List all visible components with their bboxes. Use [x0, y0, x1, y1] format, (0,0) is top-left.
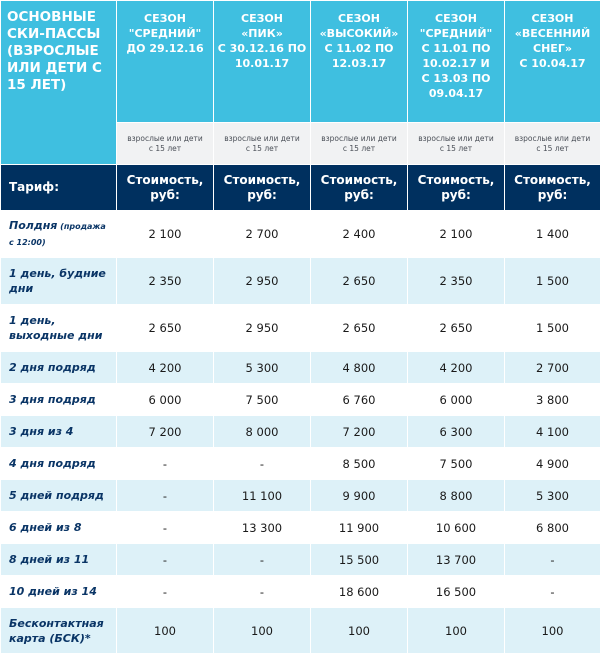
tariff-label: 1 день, выходные дни — [1, 305, 117, 352]
price-cell: 2 950 — [214, 305, 311, 352]
price-cell: - — [214, 448, 311, 480]
price-cell: 100 — [311, 608, 408, 654]
price-cell: 4 100 — [505, 416, 600, 448]
table-row — [1, 258, 600, 305]
price-cell: - — [117, 480, 214, 512]
price-cell: 2 650 — [408, 305, 505, 352]
tariff-label: 5 дней подряд — [1, 480, 117, 512]
price-cell: - — [505, 544, 600, 576]
price-cell: 1 400 — [505, 211, 600, 258]
cost-column-header: Стоимость, руб: — [214, 165, 311, 211]
price-cell: 13 300 — [214, 512, 311, 544]
price-cell: 10 600 — [408, 512, 505, 544]
cost-column-header: Стоимость, руб: — [505, 165, 600, 211]
price-cell: 100 — [214, 608, 311, 654]
price-cell: 2 700 — [214, 211, 311, 258]
season-header-medium-early: СЕЗОН "СРЕДНИЙ" ДО 29.12.16 — [117, 1, 214, 123]
price-cell: 2 350 — [408, 258, 505, 305]
tariff-label: Бесконтактная карта (БСК)* — [1, 608, 117, 654]
price-cell: 2 950 — [214, 258, 311, 305]
audience-note: взрослые или дети с 15 лет — [311, 123, 408, 165]
price-cell: 1 500 — [505, 305, 600, 352]
price-cell: - — [505, 576, 600, 608]
audience-note: взрослые или дети с 15 лет — [117, 123, 214, 165]
table-row — [1, 384, 600, 416]
price-cell: 2 400 — [311, 211, 408, 258]
tariff-column-header: Тариф: — [1, 165, 117, 211]
price-cell: 4 200 — [117, 352, 214, 384]
price-cell: 3 800 — [505, 384, 600, 416]
price-cell: 7 200 — [311, 416, 408, 448]
tariff-label: 3 дня подряд — [1, 384, 117, 416]
price-cell: 8 800 — [408, 480, 505, 512]
price-cell: 2 100 — [408, 211, 505, 258]
price-cell: 1 500 — [505, 258, 600, 305]
tariff-label: 4 дня подряд — [1, 448, 117, 480]
price-cell: - — [117, 576, 214, 608]
price-cell: 6 300 — [408, 416, 505, 448]
table-row — [1, 544, 600, 576]
season-header-spring-snow: СЕЗОН «ВЕСЕННИЙ СНЕГ» С 10.04.17 — [505, 1, 600, 123]
price-cell: - — [214, 576, 311, 608]
price-cell: 2 350 — [117, 258, 214, 305]
season-header-medium-late: СЕЗОН "СРЕДНИЙ" С 11.01 ПО 10.02.17 И С 13.03 ПО 09.04.17 — [408, 1, 505, 123]
price-cell: 13 700 — [408, 544, 505, 576]
price-cell: 5 300 — [505, 480, 600, 512]
table-row — [1, 576, 600, 608]
price-cell: 2 650 — [117, 305, 214, 352]
price-cell: 7 200 — [117, 416, 214, 448]
price-cell: 100 — [505, 608, 600, 654]
cost-column-header: Стоимость, руб: — [117, 165, 214, 211]
price-cell: 100 — [117, 608, 214, 654]
price-cell: 2 700 — [505, 352, 600, 384]
price-cell: - — [117, 448, 214, 480]
tariff-label: 3 дня из 4 — [1, 416, 117, 448]
table-row — [1, 480, 600, 512]
audience-note: взрослые или дети с 15 лет — [214, 123, 311, 165]
price-cell: 100 — [408, 608, 505, 654]
price-cell: 2 100 — [117, 211, 214, 258]
price-cell: 18 600 — [311, 576, 408, 608]
tariff-label: 1 день, будние дни — [1, 258, 117, 305]
table-row — [1, 352, 600, 384]
tariff-label: 8 дней из 11 — [1, 544, 117, 576]
table-row — [1, 416, 600, 448]
price-cell: 2 650 — [311, 258, 408, 305]
price-cell: 8 000 — [214, 416, 311, 448]
price-cell: 7 500 — [214, 384, 311, 416]
cost-column-header: Стоимость, руб: — [408, 165, 505, 211]
table-row — [1, 448, 600, 480]
table-row — [1, 608, 600, 654]
price-cell: 7 500 — [408, 448, 505, 480]
price-cell: 15 500 — [311, 544, 408, 576]
price-cell: 4 200 — [408, 352, 505, 384]
cost-column-header: Стоимость, руб: — [311, 165, 408, 211]
tariff-label: 6 дней из 8 — [1, 512, 117, 544]
price-cell: 5 300 — [214, 352, 311, 384]
audience-note: взрослые или дети с 15 лет — [408, 123, 505, 165]
price-cell: 11 100 — [214, 480, 311, 512]
tariff-label: 10 дней из 14 — [1, 576, 117, 608]
price-cell: 8 500 — [311, 448, 408, 480]
tariff-label: 2 дня подряд — [1, 352, 117, 384]
season-header-high: СЕЗОН «ВЫСОКИЙ» С 11.02 ПО 12.03.17 — [311, 1, 408, 123]
price-cell: 4 800 — [311, 352, 408, 384]
price-cell: - — [117, 544, 214, 576]
price-cell: 4 900 — [505, 448, 600, 480]
price-cell: 6 000 — [117, 384, 214, 416]
audience-note: взрослые или дети с 15 лет — [505, 123, 600, 165]
price-cell: 9 900 — [311, 480, 408, 512]
price-cell: 2 650 — [311, 305, 408, 352]
season-header-peak: СЕЗОН «ПИК» С 30.12.16 ПО 10.01.17 — [214, 1, 311, 123]
table-row — [1, 512, 600, 544]
price-cell: 11 900 — [311, 512, 408, 544]
price-cell: - — [214, 544, 311, 576]
table-title: ОСНОВНЫЕ СКИ-ПАССЫ (ВЗРОСЛЫЕ ИЛИ ДЕТИ С 15 ЛЕТ) — [1, 1, 117, 165]
table-row — [1, 305, 600, 352]
price-cell: 6 800 — [505, 512, 600, 544]
tariff-label: Полдня (продажа с 12:00) — [1, 211, 117, 258]
price-cell: 6 760 — [311, 384, 408, 416]
price-cell: 6 000 — [408, 384, 505, 416]
price-cell: 16 500 — [408, 576, 505, 608]
price-cell: - — [117, 512, 214, 544]
table-row — [1, 211, 600, 258]
